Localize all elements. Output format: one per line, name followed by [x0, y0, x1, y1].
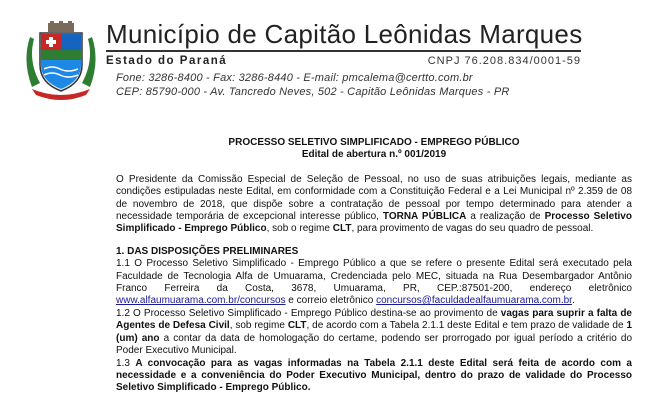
state-name: Estado do Paraná [106, 55, 228, 67]
contact-phone-email: Fone: 3286-8400 - Fax: 3286-8440 - E-mail: pmcalema@certto.com.br [116, 72, 473, 84]
municipal-coat-of-arms-icon [26, 21, 96, 101]
clause-1-2: 1.2 O Processo Seletivo Simplificado - Emprego Público destina-se ao provimento de vagas para suprir a falta de Agentes de Defesa Civil, sob regime CLT, de acordo com a Tabela 2.1.1 deste Edital e tem prazo de validade de 1 (um) ano a contar da data de homologação do certame, podendo ser prorrogado por igual período a critério do Poder Executivo Municipal. [116, 307, 633, 357]
municipality-name: Município de Capitão Leônidas Marques [106, 19, 583, 49]
letterhead [0, 0, 650, 104]
section-1-heading: 1. DAS DISPOSIÇÕES PRELIMINARES [116, 245, 299, 257]
document-title: PROCESSO SELETIVO SIMPLIFICADO - EMPREGO PÚBLICO [228, 137, 520, 148]
email-link[interactable]: concursos@faculdadealfaumuarama.com.br [376, 295, 572, 307]
document-subtitle: Edital de abertura n.º 001/2019 [301, 149, 447, 161]
website-link[interactable]: www.alfaumuarama.com.br/concursos [116, 295, 286, 307]
contact-address: CEP: 85790-000 - Av. Tancredo Neves, 502 - Capitão Leônidas Marques - PR [116, 86, 510, 98]
letterhead-divider [106, 50, 581, 52]
intro-paragraph: O Presidente da Comissão Especial de Seleção de Pessoal, no uso de suas atribuições legais, mediante as condições estipuladas neste Edital, em conformidade com a Constituição Federal e a Lei Municipal nº 2.359 de 08 de novembro de 2018, que dispõe sobre a contratação de pessoal por tempo determinado para atender a necessidade temporária de excepcional interesse público, TORNA PÚBLICA a realização de Processo Seletivo Simplificado - Emprego Público, sob o regime CLT, para provimento de vagas do seu quadro de pessoal. [116, 173, 632, 235]
clause-1-1: 1.1 O Processo Seletivo Simplificado - Emprego Público a que se refere o presente Edital será executado pela Faculdade de Tecnologia Alfa de Umuarama, Credenciada pelo MEC, situada na Rua Desembargador Antônio Franco Ferreira da Costa, 3678, Umuarama, PR, CEP.:87501-200, endereço eletrônico www.alfaumuarama.com.br/concursos e correio eletrônico concursos@faculdadealfaumuarama.com.br. [116, 258, 632, 307]
clause-1-3: 1.3 A convocação para as vagas informadas na Tabela 2.1.1 deste Edital será feita de acordo com a necessidade e a conveniência do Poder Executivo Municipal, dentro do prazo de validade do Processo Seletivo Simplificado - Emprego Público. [116, 357, 632, 394]
document-body [116, 137, 632, 395]
cnpj-number: CNPJ 76.208.834/0001-59 [427, 55, 581, 67]
